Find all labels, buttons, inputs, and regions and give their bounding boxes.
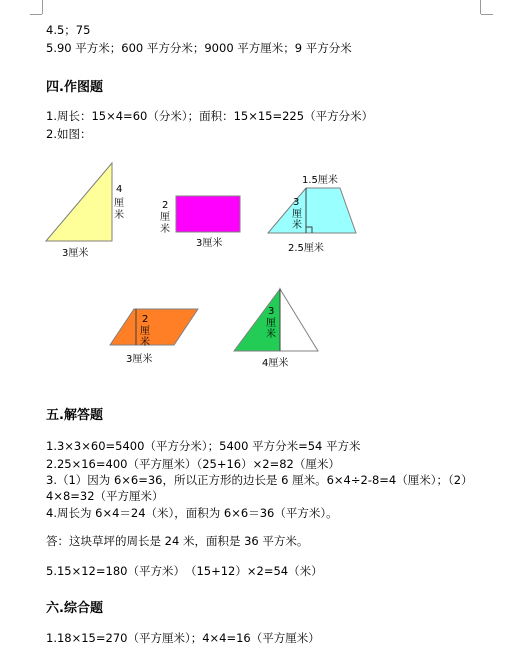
answer-line: 2.25×16=400（平方厘米）（25+16）×2=82（厘米） [46,457,340,471]
triangle-height-value: 4 [116,184,123,195]
section-heading: 六.综合题 [46,601,103,616]
parallelogram-height-value: 2 [142,314,149,325]
triangle-height-unit: 厘米 [114,198,124,221]
answer-line: 4×8=32（平方厘米） [46,489,164,503]
trapezoid-bottom-label: 2.5厘米 [288,243,324,254]
answer-line: 1.18×15=270（平方厘米）；4×4=16（平方厘米） [46,631,320,645]
answer-line: 2.如图： [46,127,92,141]
split-triangle-height-value: 3 [268,306,275,317]
answer-line: 答：这块草坪的周长是 24 米，面积是 36 平方米。 [46,534,309,548]
trapezoid-height-unit: 厘米 [292,209,302,231]
figure-parallelogram [110,309,198,365]
parallelogram-base-label: 3厘米 [126,354,153,365]
figure-right-triangle [46,163,124,259]
answer-line: 4.周长为 6×4＝24（米），面积为 6×6＝36（平方米）。 [46,506,338,520]
rectangle-length-label: 3厘米 [196,238,223,249]
answer-line: 3.（1）因为 6×6=36，所以正方形的边长是 6 厘米。6×4÷2-8=4（厘米）；（2） [46,473,473,487]
figure-trapezoid [268,173,356,254]
answer-line: 1.周长：15×4=60（分米）；面积：15×15=225（平方分米） [46,109,374,123]
figure-split-triangle [234,289,318,369]
split-triangle-base-label: 4厘米 [262,358,289,369]
answer-line: 5.15×12=180（平方米） （15+12）×2=54（米） [46,564,323,578]
answer-line: 5.90 平方米；600 平方分米；9000 平方厘米；9 平方分米 [46,41,352,55]
figure-rectangle [160,196,240,249]
rectangle-height-value: 2 [162,200,169,211]
rectangle-height-unit: 厘米 [160,212,170,235]
section-heading: 五.解答题 [46,408,103,423]
triangle-base-label: 3厘米 [62,248,89,259]
trapezoid-top-label: 1.5厘米 [302,175,338,186]
trapezoid-height-value: 3 [293,197,300,208]
parallelogram-height-unit: 厘米 [140,326,150,348]
split-triangle-height-unit: 厘米 [266,318,276,340]
section-heading: 四.作图题 [46,80,103,95]
answer-line: 1.3×3×60=5400（平方分米）；5400 平方分米=54 平方米 [46,439,361,453]
answer-line: 4.5；75 [46,23,91,37]
